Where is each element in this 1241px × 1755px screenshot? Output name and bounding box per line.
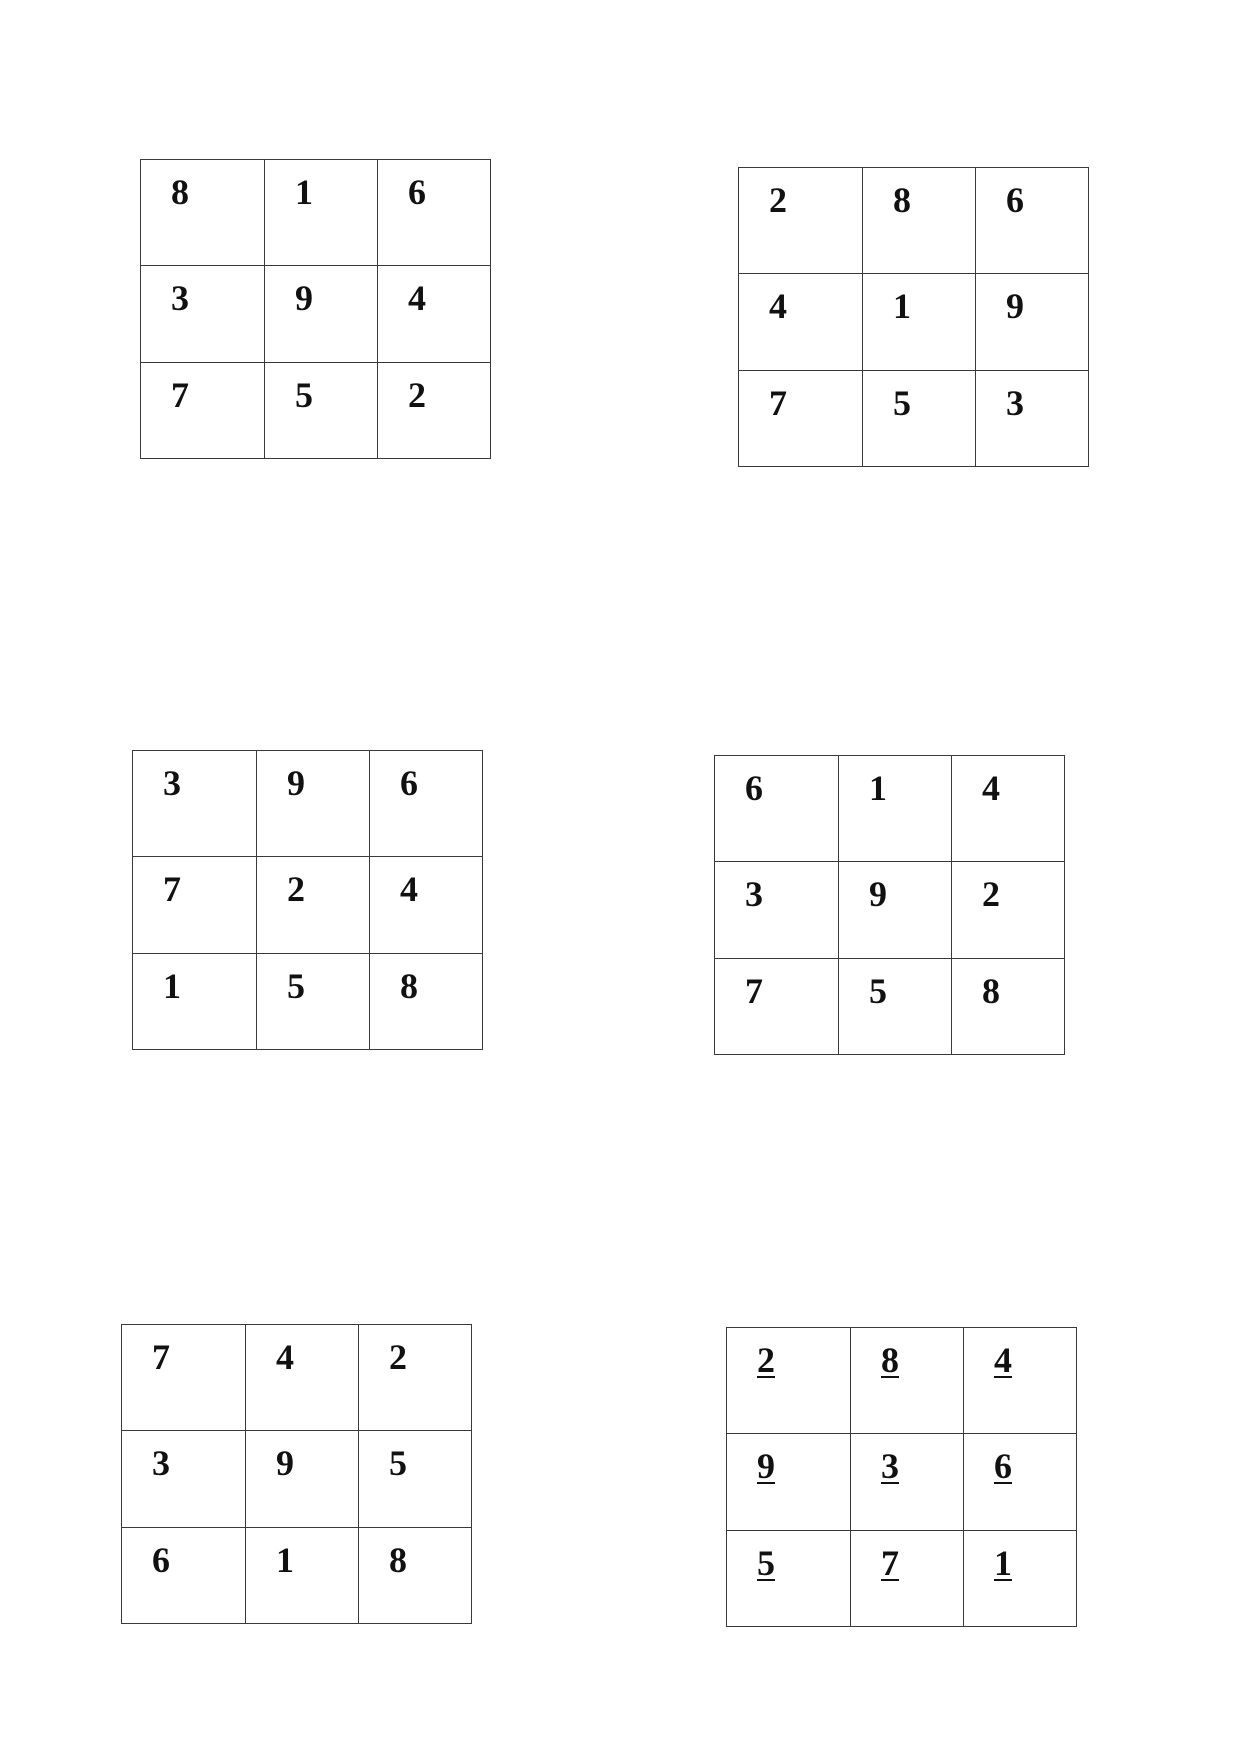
grid-cell [122, 1431, 246, 1528]
magic-square-grid-1 [140, 159, 491, 459]
grid-cell [133, 751, 257, 857]
grid-cell [739, 168, 863, 274]
cell-number: 2 [757, 1340, 775, 1380]
cell-number: 7 [171, 375, 189, 415]
cell-number: 8 [982, 971, 1000, 1011]
cell-number: 3 [745, 874, 763, 914]
cell-number: 6 [400, 763, 418, 803]
grid-cell [976, 274, 1089, 371]
grid-cell [378, 160, 491, 266]
cell-number: 8 [389, 1540, 407, 1580]
magic-square-grid-3 [132, 750, 483, 1050]
grid-cell [839, 862, 952, 959]
cell-number: 1 [994, 1543, 1012, 1583]
grid-cell [257, 857, 370, 954]
grid-cell [952, 862, 1065, 959]
cell-number: 7 [163, 869, 181, 909]
grid-cell [378, 266, 491, 363]
grid-cell [246, 1528, 359, 1624]
grid-cell [378, 363, 491, 459]
grid-cell [257, 751, 370, 857]
cell-number: 2 [389, 1337, 407, 1377]
cell-number: 4 [408, 278, 426, 318]
grid-cell [359, 1431, 472, 1528]
grid-cell [122, 1528, 246, 1624]
grid-cell [739, 274, 863, 371]
magic-square-grid-2 [738, 167, 1089, 467]
grid-cell [246, 1431, 359, 1528]
cell-number: 4 [769, 286, 787, 326]
cell-number: 5 [389, 1443, 407, 1483]
magic-square-grid-4 [714, 755, 1065, 1055]
magic-square-grid-5 [121, 1324, 472, 1624]
grid-cell [133, 954, 257, 1050]
cell-number: 1 [869, 768, 887, 808]
cell-number: 7 [881, 1543, 899, 1583]
cell-number: 2 [287, 869, 305, 909]
grid-cell [964, 1328, 1077, 1434]
cell-number: 6 [1006, 180, 1024, 220]
grid-cell [976, 371, 1089, 467]
cell-number: 1 [893, 286, 911, 326]
cell-number: 5 [869, 971, 887, 1011]
cell-number: 2 [982, 874, 1000, 914]
grid-cell [952, 959, 1065, 1055]
cell-number: 6 [745, 768, 763, 808]
grid-cell [727, 1328, 851, 1434]
cell-number: 9 [287, 763, 305, 803]
cell-number: 1 [295, 172, 313, 212]
cell-number: 4 [400, 869, 418, 909]
cell-number: 8 [893, 180, 911, 220]
cell-number: 3 [1006, 383, 1024, 423]
grid-cell [739, 371, 863, 467]
cell-number: 5 [287, 966, 305, 1006]
cell-number: 5 [757, 1543, 775, 1583]
cell-number: 1 [276, 1540, 294, 1580]
cell-number: 6 [152, 1540, 170, 1580]
grid-cell [370, 954, 483, 1050]
cell-number: 3 [881, 1446, 899, 1486]
grid-cell [863, 274, 976, 371]
cell-number: 6 [408, 172, 426, 212]
magic-square-grid-6 [726, 1327, 1077, 1627]
grid-cell [265, 266, 378, 363]
grid-cell [359, 1325, 472, 1431]
cell-number: 3 [171, 278, 189, 318]
grid-cell [851, 1434, 964, 1531]
cell-number: 9 [869, 874, 887, 914]
grid-cell [265, 160, 378, 266]
grid-cell [359, 1528, 472, 1624]
cell-number: 5 [893, 383, 911, 423]
grid-cell [265, 363, 378, 459]
grid-cell [839, 756, 952, 862]
cell-number: 8 [171, 172, 189, 212]
grid-cell [715, 862, 839, 959]
grid-cell [976, 168, 1089, 274]
grid-cell [727, 1434, 851, 1531]
cell-number: 8 [400, 966, 418, 1006]
grid-cell [863, 168, 976, 274]
grid-cell [863, 371, 976, 467]
cell-number: 7 [745, 971, 763, 1011]
grid-cell [952, 756, 1065, 862]
cell-number: 9 [276, 1443, 294, 1483]
cell-number: 7 [152, 1337, 170, 1377]
cell-number: 9 [757, 1446, 775, 1486]
grid-cell [964, 1434, 1077, 1531]
cell-number: 9 [295, 278, 313, 318]
grid-cell [370, 751, 483, 857]
grid-cell [122, 1325, 246, 1431]
grid-cell [246, 1325, 359, 1431]
grid-cell [141, 363, 265, 459]
grid-cell [141, 160, 265, 266]
cell-number: 2 [408, 375, 426, 415]
cell-number: 3 [152, 1443, 170, 1483]
grid-cell [964, 1531, 1077, 1627]
grid-cell [257, 954, 370, 1050]
cell-number: 2 [769, 180, 787, 220]
grid-cell [715, 959, 839, 1055]
cell-number: 7 [769, 383, 787, 423]
grid-cell [851, 1531, 964, 1627]
grid-cell [141, 266, 265, 363]
grid-cell [839, 959, 952, 1055]
cell-number: 5 [295, 375, 313, 415]
cell-number: 3 [163, 763, 181, 803]
cell-number: 4 [982, 768, 1000, 808]
grid-cell [370, 857, 483, 954]
grid-cell [727, 1531, 851, 1627]
grid-cell [133, 857, 257, 954]
cell-number: 8 [881, 1340, 899, 1380]
cell-number: 4 [276, 1337, 294, 1377]
cell-number: 4 [994, 1340, 1012, 1380]
grid-cell [715, 756, 839, 862]
cell-number: 9 [1006, 286, 1024, 326]
cell-number: 6 [994, 1446, 1012, 1486]
cell-number: 1 [163, 966, 181, 1006]
grid-cell [851, 1328, 964, 1434]
